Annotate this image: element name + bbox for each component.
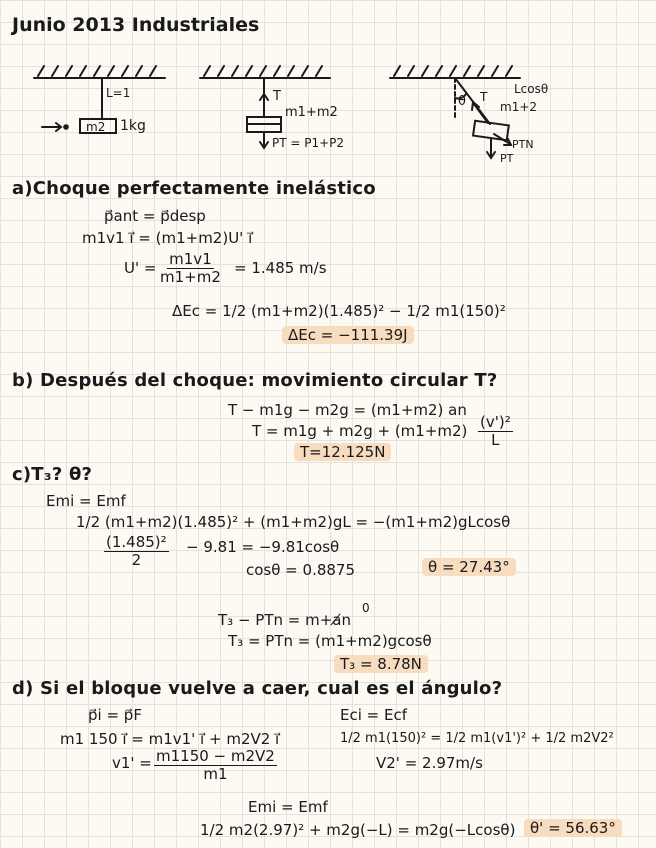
- section-c-result: T₃ = 8.78N: [334, 655, 428, 673]
- length-label-1: L=1: [106, 86, 131, 100]
- angle-label-3: θ: [458, 94, 466, 109]
- section-c-tension-eq: T₃ − PTn = m+a̸n: [218, 611, 351, 629]
- ptn-label: PTN: [512, 138, 534, 151]
- ceiling-hatch-3: [394, 66, 512, 76]
- block-label-m2: m2: [86, 120, 106, 134]
- section-b-tension-lhs: T = m1g + m2g + (m1+m2): [252, 422, 468, 440]
- section-d-velocity-result: V2' = 2.97m/s: [376, 754, 483, 772]
- tension-label-3: T: [480, 90, 488, 104]
- ceiling-hatch-1: [38, 66, 156, 76]
- section-c-cos: cosθ = 0.8875: [246, 561, 356, 579]
- section-c-theta-result: θ = 27.43°: [422, 558, 516, 576]
- section-a-energy-eq: ΔEc = 1/2 (m1+m2)(1.485)² − 1/2 m1(150)²: [172, 302, 506, 320]
- section-d-velocity-lhs: v1' =: [112, 754, 152, 772]
- section-d-kinetic-eq: 1/2 m1(150)² = 1/2 m1(v1')² + 1/2 m2V2²: [340, 731, 614, 746]
- section-a-momentum-eq: m1v1 ı⃗ = (m1+m2)U' ı⃗: [82, 229, 253, 247]
- section-b-result: T=12.125N: [294, 443, 391, 461]
- mass-label-2: m1+m2: [285, 105, 338, 120]
- section-d-velocity-fraction: [154, 748, 277, 783]
- length-label-3: Lcosθ: [514, 82, 549, 96]
- fraction-denominator: m1+m2: [160, 268, 221, 286]
- fraction-numerator: m1150 − m2V2: [156, 747, 275, 765]
- section-c-fraction: [104, 534, 169, 569]
- section-c-energy-simplified: − 9.81 = −9.81cosθ: [186, 538, 340, 556]
- section-d-heading: d) Si el bloque vuelve a caer, cual es el ángulo?: [12, 678, 503, 699]
- section-d-result: θ' = 56.63°: [524, 819, 622, 837]
- section-b-tension-fraction: [478, 414, 513, 449]
- section-a-heading: a)Choque perfectamente inelástico: [12, 178, 376, 199]
- section-b-forces: T − m1g − m2g = (m1+m2) an: [228, 401, 467, 419]
- section-d-energy-eq: 1/2 m2(2.97)² + m2g(−L) = m2g(−Lcosθ): [200, 821, 516, 839]
- ceiling-hatch-2: [204, 66, 322, 76]
- fraction-numerator: (v')²: [480, 413, 511, 431]
- mass-label-1: 1kg: [120, 118, 146, 134]
- tension-label-2: T: [273, 89, 281, 104]
- page-title: Junio 2013 Industriales: [12, 14, 260, 36]
- section-b-heading: b) Después del choque: movimiento circular T?: [12, 370, 498, 391]
- section-a-velocity-result: = 1.485 m/s: [234, 259, 327, 277]
- section-c-energy-eq: 1/2 (m1+m2)(1.485)² + (m1+m2)gL = −(m1+m2)gLcosθ: [76, 513, 511, 531]
- section-c-heading: c)T₃? θ?: [12, 464, 93, 485]
- pt-label-3: PT: [500, 152, 514, 165]
- section-d-energy: Emi = Emf: [248, 798, 328, 816]
- section-a-velocity-lhs: U' =: [124, 259, 157, 277]
- section-c-zero-mark: 0: [362, 601, 370, 615]
- section-a-result: ΔEc = −111.39J: [282, 326, 414, 344]
- section-a-velocity-fraction: [158, 251, 223, 286]
- section-a-momentum: p⃗ant = p⃗desp: [104, 207, 206, 225]
- fraction-denominator: L: [491, 431, 500, 449]
- fraction-denominator: m1: [203, 765, 228, 783]
- fraction-denominator: 2: [131, 551, 142, 569]
- fraction-numerator: (1.485)²: [106, 533, 167, 551]
- section-d-momentum: p⃗i = p⃗F: [88, 706, 142, 724]
- fraction-numerator: m1v1: [169, 250, 212, 268]
- weight-label-2: PT = P1+P2: [272, 136, 345, 150]
- section-d-momentum-eq: m1 150 ı⃗ = m1v1' ı⃗ + m2V2 ı⃗: [60, 730, 280, 748]
- mass-label-3: m1+2: [500, 100, 538, 114]
- section-d-kinetic: Eci = Ecf: [340, 706, 408, 724]
- section-c-energy: Emi = Emf: [46, 492, 126, 510]
- section-c-tension-eq2: T₃ = PTn = (m1+m2)gcosθ: [228, 632, 432, 650]
